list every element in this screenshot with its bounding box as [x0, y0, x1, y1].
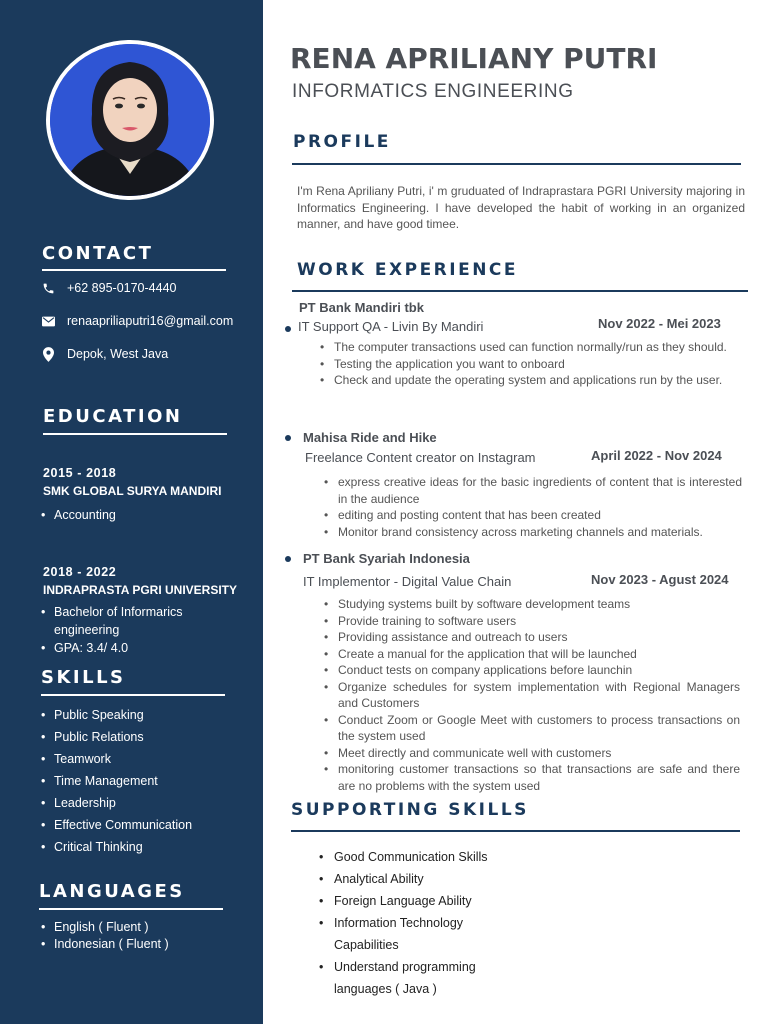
- job-duty: • Conduct Zoom or Google Meet with customers to process transactions on the system used: [322, 712, 740, 745]
- job-duties: [322, 596, 740, 794]
- contact-location-row: [41, 347, 168, 361]
- job-duty: • The computer transactions used can function normally/run as they should.: [318, 339, 738, 356]
- skill-item: • Public Relations: [39, 726, 192, 748]
- education-heading: EDUCATION: [43, 406, 183, 427]
- profile-photo: [46, 40, 214, 200]
- supporting-skill-item: • Analytical Ability: [319, 868, 539, 890]
- languages-list: [39, 919, 169, 953]
- education-details: [39, 603, 183, 657]
- job-company: Mahisa Ride and Hike: [303, 430, 437, 445]
- skill-item: • Effective Communication: [39, 814, 192, 836]
- supporting-skills-heading: SUPPORTING SKILLS: [291, 800, 529, 820]
- contact-heading: CONTACT: [42, 243, 154, 264]
- contact-phone[interactable]: +62 895-0170-4440: [67, 281, 177, 295]
- job-period: Nov 2023 - Agust 2024: [591, 572, 729, 587]
- supporting-skill-item: • Foreign Language Ability: [319, 890, 539, 912]
- profile-heading: PROFILE: [293, 132, 391, 152]
- job-bullet-dot: [285, 556, 291, 562]
- work-divider: [292, 290, 748, 292]
- skill-item: • Time Management: [39, 770, 192, 792]
- supporting-skill-item: • Good Communication Skills: [319, 846, 539, 868]
- education-school: INDRAPRASTA PGRI UNIVERSITY: [43, 583, 238, 597]
- skill-item: • Leadership: [39, 792, 192, 814]
- mail-icon: [41, 314, 55, 328]
- language-item: • Indonesian ( Fluent ): [39, 936, 169, 953]
- job-duty: • Conduct tests on company applications before launchin: [322, 662, 740, 679]
- job-duties: [318, 339, 738, 389]
- skill-item: • Critical Thinking: [39, 836, 192, 858]
- contact-email[interactable]: renaapriliaputri16@gmail.com: [67, 314, 234, 328]
- job-duty: • Create a manual for the application that will be launched: [322, 646, 740, 663]
- education-divider: [43, 433, 227, 435]
- languages-divider: [39, 908, 223, 910]
- language-item: • English ( Fluent ): [39, 919, 169, 936]
- education-years: 2018 - 2022: [43, 565, 117, 579]
- contact-email-row: [41, 314, 233, 328]
- job-duty: • Provide training to software users: [322, 613, 740, 630]
- job-role: IT Support QA - Livin By Mandiri: [298, 319, 484, 334]
- candidate-name: RENA APRILIANY PUTRI: [290, 42, 658, 75]
- job-duty: • Meet directly and communicate well with customers: [322, 745, 740, 762]
- job-bullet-dot: [285, 435, 291, 441]
- job-duty: • Testing the application you want to onboard: [318, 356, 738, 373]
- job-role: Freelance Content creator on Instagram: [305, 450, 536, 465]
- job-company: PT Bank Mandiri tbk: [299, 300, 424, 315]
- job-duty: • Providing assistance and outreach to users: [322, 629, 740, 646]
- languages-heading: LANGUAGES: [39, 881, 185, 902]
- supporting-skills-list: [319, 846, 539, 1000]
- skill-item: • Public Speaking: [39, 704, 192, 726]
- job-period: Nov 2022 - Mei 2023: [598, 316, 721, 331]
- profile-summary: I'm Rena Apriliany Putri, i' m gruduated of Indraprastara PGRI University majoring in Informatics Engineering. I have developed the habit of working in an organized manner, and have good timee.: [297, 184, 745, 231]
- education-years: 2015 - 2018: [43, 466, 117, 480]
- job-period: April 2022 - Nov 2024: [591, 448, 722, 463]
- job-duty: • express creative ideas for the basic ingredients of content that is interested in the audience: [322, 474, 742, 507]
- skills-list: [39, 704, 192, 858]
- job-duty: • Studying systems built by software development teams: [322, 596, 740, 613]
- education-detail: • Accounting: [39, 506, 116, 524]
- profile-divider: [292, 163, 741, 165]
- job-duties: [322, 474, 742, 540]
- job-bullet-dot: [285, 326, 291, 332]
- skills-heading: SKILLS: [41, 667, 126, 688]
- job-duty: • Organize schedules for system implementation with Regional Managers and Customers: [322, 679, 740, 712]
- degree-line-1: Bachelor of Informarics: [54, 605, 183, 619]
- contact-location: Depok, West Java: [67, 347, 169, 361]
- contact-divider: [42, 269, 226, 271]
- supporting-skill-item: • Information Technology Capabilities: [319, 912, 489, 956]
- phone-icon: [41, 281, 55, 295]
- location-pin-icon: [41, 347, 55, 361]
- education-school: SMK GLOBAL SURYA MANDIRI: [43, 484, 222, 498]
- contact-phone-row: [41, 281, 176, 295]
- supporting-skill-item: • Understand programming languages ( Java ): [319, 956, 489, 1000]
- supporting-skills-divider: [291, 830, 740, 832]
- job-duty: • Check and update the operating system and applications run by the user.: [318, 372, 738, 389]
- degree-line-2: engineering: [54, 623, 120, 637]
- job-company: PT Bank Syariah Indonesia: [303, 551, 470, 566]
- job-duty: • monitoring customer transactions so that transactions are safe and there are no problems with the system used: [322, 761, 740, 794]
- sidebar: [0, 0, 263, 1024]
- candidate-title: INFORMATICS ENGINEERING: [292, 81, 574, 102]
- job-duty: • Monitor brand consistency across marketing channels and materials.: [322, 524, 742, 541]
- education-detail: • GPA: 3.4/ 4.0: [39, 639, 183, 657]
- skills-divider: [41, 694, 225, 696]
- job-duty: • editing and posting content that has been created: [322, 507, 742, 524]
- education-details: [39, 506, 116, 524]
- job-role: IT Implementor - Digital Value Chain: [303, 574, 512, 589]
- skill-item: • Teamwork: [39, 748, 192, 770]
- education-detail: [39, 603, 183, 639]
- work-heading: WORK EXPERIENCE: [297, 260, 519, 280]
